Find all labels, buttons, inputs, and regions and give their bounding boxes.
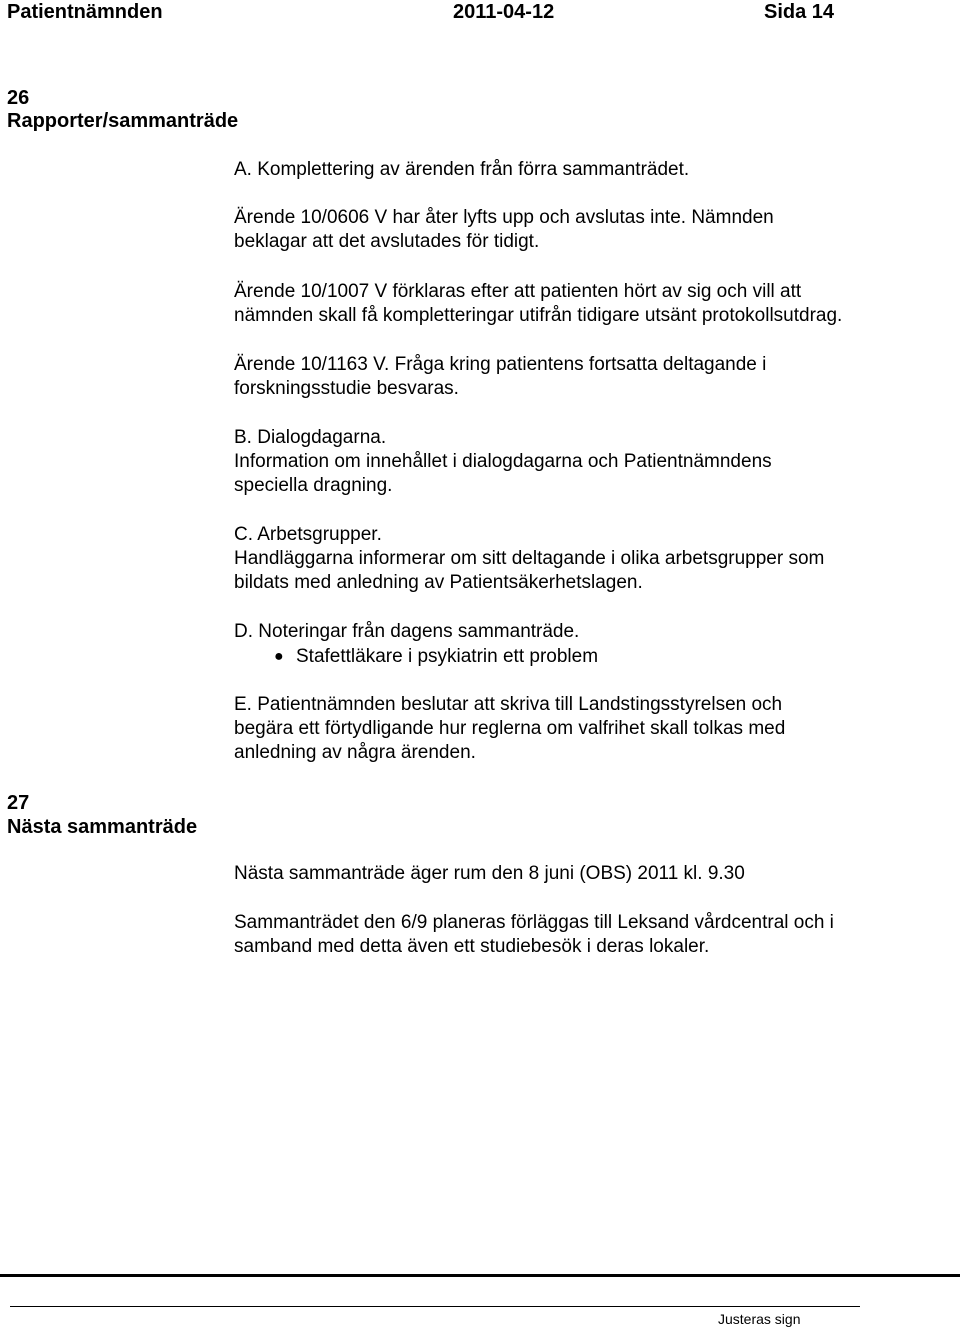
signature-label: Justeras sign [718, 1311, 801, 1327]
item-c-heading: C. Arbetsgrupper. [234, 524, 382, 545]
item-b-line1: Information om innehållet i dialogdagarna och Patientnämndens [234, 451, 772, 472]
section-27-number: 27 [7, 792, 30, 814]
meeting-plan-line1: Sammanträdet den 6/9 planeras förläggas till Leksand vårdcentral och i [234, 912, 834, 933]
footer-divider [0, 1274, 960, 1277]
section-26-title: Rapporter/sammanträde [7, 110, 239, 132]
item-d-bullet-text: Stafettläkare i psykiatrin ett problem [296, 646, 599, 667]
item-a-para3-line1: Ärende 10/1163 V. Fråga kring patientens fortsatta deltagande i [234, 354, 767, 375]
item-e-line1: E. Patientnämnden beslutar att skriva till Landstingsstyrelsen och [234, 694, 783, 715]
meeting-plan-line2: samband med detta även ett studiebesök i deras lokaler. [234, 936, 710, 957]
section-27-title: Nästa sammanträde [7, 816, 198, 838]
item-a-heading: A. Komplettering av ärenden från förra sammanträdet. [234, 159, 690, 180]
item-b-line2: speciella dragning. [234, 475, 393, 496]
item-a-para2-line2: nämnden skall få kompletteringar utifrån tidigare utsänt protokollsutdrag. [234, 305, 843, 326]
item-a-para3-line2: forskningsstudie besvaras. [234, 378, 459, 399]
signature-line [10, 1306, 860, 1307]
header-date: 2011-04-12 [453, 1, 555, 23]
section-26-number: 26 [7, 87, 30, 109]
header-org: Patientnämnden [7, 1, 163, 23]
item-d-heading: D. Noteringar från dagens sammanträde. [234, 621, 580, 642]
item-a-para2-line1: Ärende 10/1007 V förklaras efter att patienten hört av sig och vill att [234, 281, 802, 302]
item-a-para1-line1: Ärende 10/0606 V har åter lyfts upp och avslutas inte. Nämnden [234, 207, 774, 228]
next-meeting-text: Nästa sammanträde äger rum den 8 juni (OBS) 2011 kl. 9.30 [234, 863, 745, 884]
item-d-bullet [274, 645, 599, 669]
item-b-heading: B. Dialogdagarna. [234, 427, 387, 448]
item-c-line2: bildats med anledning av Patientsäkerhetslagen. [234, 572, 643, 593]
item-e-line2: begära ett förtydligande hur reglerna om valfrihet skall tolkas med [234, 718, 786, 739]
header-page: Sida 14 [764, 1, 835, 23]
item-c-line1: Handläggarna informerar om sitt deltagande i olika arbetsgrupper som [234, 548, 825, 569]
bullet-icon: ● [274, 648, 284, 665]
item-e-line3: anledning av några ärenden. [234, 742, 476, 763]
item-a-para1-line2: beklagar att det avslutades för tidigt. [234, 231, 540, 252]
